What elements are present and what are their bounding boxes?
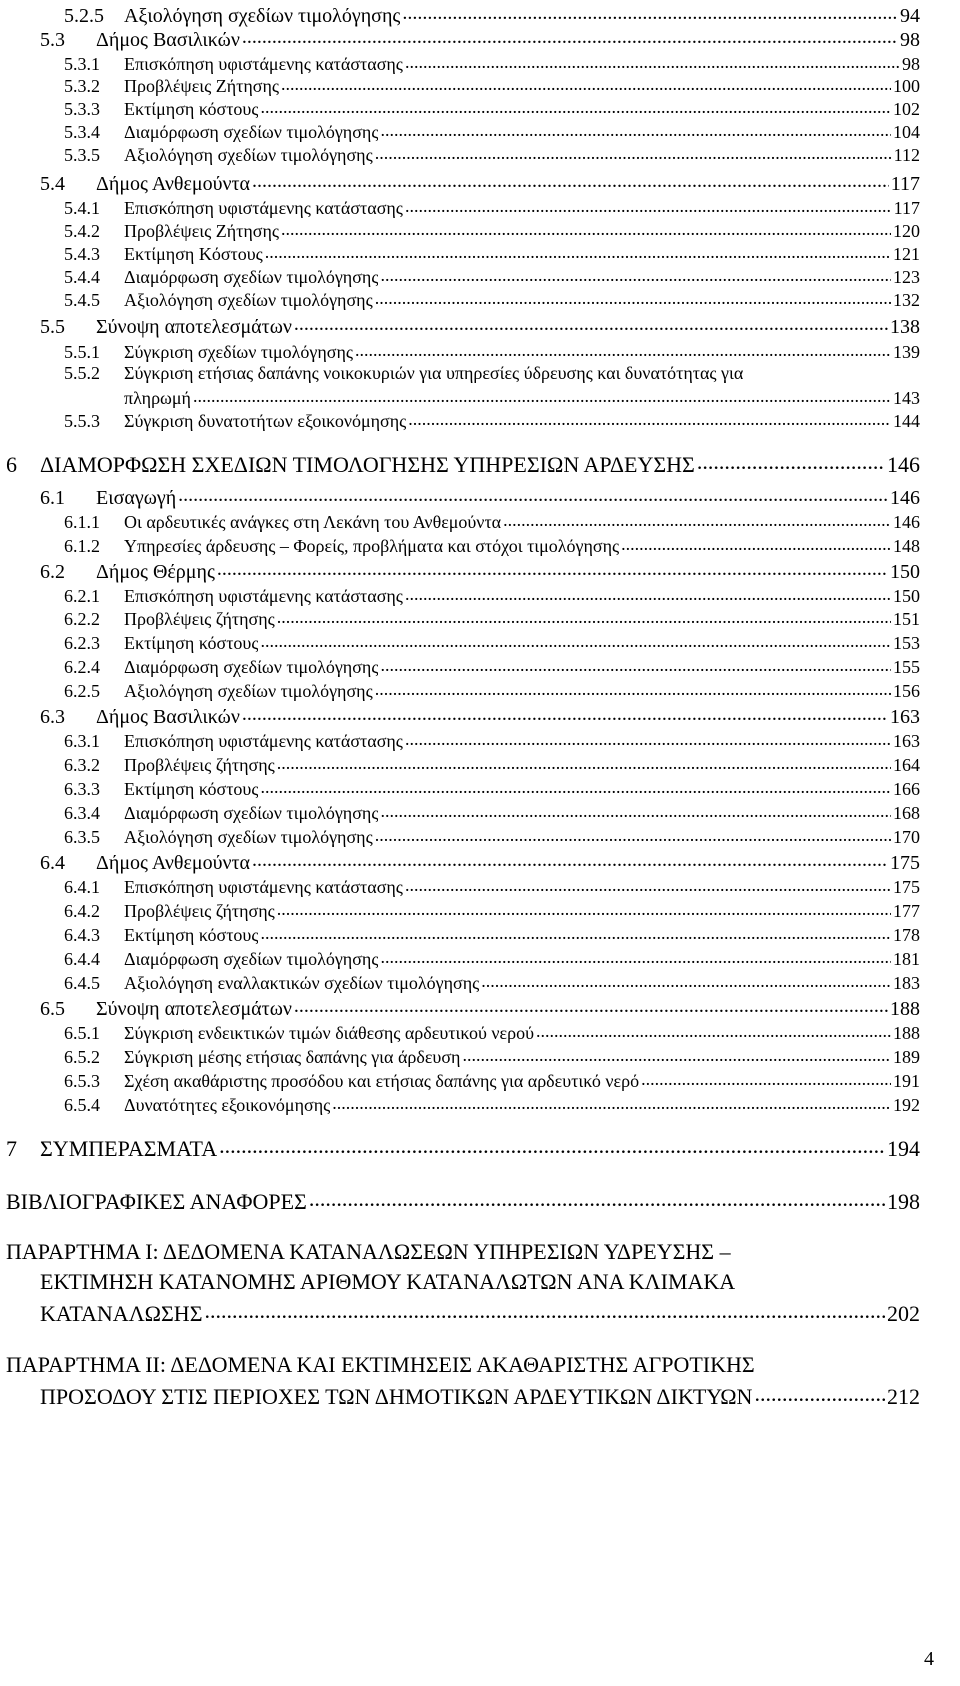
toc-entry-page: 198 [887,1189,920,1214]
toc-entry[interactable] [64,584,920,607]
toc-entry-title: Εισαγωγή [96,487,177,509]
toc-entry-title: Διαμόρφωση σχεδίων τιμολόγησης [124,803,379,823]
toc-entry-number: 5.4.2 [64,221,100,241]
toc-entry-number: 6.3.4 [64,803,100,823]
toc-entry[interactable] [64,2,920,28]
dot-leader [380,947,891,965]
toc-entry-title: Δήμος Θέρμης [96,561,215,583]
toc-entry-title: ΠΑΡΑΡΤΗΜΑ ΙΙ: ΔΕΔΟΜΕΝΑ ΚΑΙ ΕΚΤΙΜΗΣΕΙΣ ΑΚΑΘΑΡΙΣΤΗΣ ΑΓΡΟΤΙΚΗΣ [6,1352,755,1377]
dot-leader [481,971,891,989]
toc-entry-title: Προβλέψεις ζήτησης [124,755,275,775]
dot-leader [405,584,891,602]
dot-leader [380,655,891,673]
dot-leader [193,386,891,404]
toc-entry-page: 155 [893,657,920,677]
toc-entry-title: Σύγκριση σχεδίων τιμολόγησης [124,342,353,362]
dot-leader [536,1021,891,1039]
toc-entry-first-line[interactable] [64,363,743,384]
dot-leader [375,825,891,843]
dot-leader [332,1093,891,1111]
toc-entry-title: Σύνοψη αποτελεσμάτων [96,316,292,338]
toc-entry-page: 166 [893,779,920,799]
toc-entry[interactable] [40,849,920,875]
toc-entry-title: Επισκόπηση υφιστάμενης κατάστασης [124,877,403,897]
toc-entry[interactable] [64,825,920,848]
toc-entry-number: 5.3.2 [64,76,100,96]
toc-entry[interactable] [64,219,920,242]
dot-leader [260,631,891,649]
toc-entry-title: Επισκόπηση υφιστάμενης κατάστασης [124,54,403,74]
toc-entry[interactable] [64,534,920,557]
dot-leader [375,288,891,306]
dot-leader [754,1382,885,1404]
toc-entry-page: 177 [893,901,920,921]
toc-entry-number: 5.3.5 [64,145,100,165]
dot-leader [641,1069,891,1087]
toc-entry-page: 112 [893,145,920,165]
toc-entry[interactable] [64,729,920,752]
toc-entry-number: 5.4.3 [64,244,100,264]
toc-entry[interactable] [40,1299,920,1327]
toc-entry-page: 94 [900,5,920,27]
dot-leader [621,534,891,552]
toc-entry-number: 6.1.2 [64,536,100,556]
toc-entry-number: 7 [6,1136,17,1161]
dot-leader [265,242,891,260]
toc-entry-page: 139 [893,342,920,362]
toc-entry-page: 181 [893,949,920,969]
toc-entry-page: 120 [893,221,920,241]
dot-leader [277,899,891,917]
toc-entry-number: 6.1.1 [64,512,100,532]
toc-entry[interactable] [64,607,920,630]
toc-entry[interactable] [40,1382,920,1410]
toc-entry-page: 164 [893,755,920,775]
toc-entry-title: Σύγκριση μέσης ετήσιας δαπάνης για άρδευση [124,1047,461,1067]
toc-entry-number: 6.3.5 [64,827,100,847]
toc-entry-page: 117 [890,173,920,195]
toc-entry-number: 5.2.5 [64,5,104,27]
toc-entry-page: 156 [893,681,920,701]
dot-leader [217,558,888,578]
toc-entry-page: 148 [893,536,920,556]
dot-leader [281,219,891,237]
dot-leader [503,510,891,528]
toc-entry[interactable] [124,386,920,409]
toc-entry[interactable] [64,971,920,994]
toc-entry-title: Επισκόπηση υφιστάμενης κατάστασης [124,198,403,218]
toc-entry[interactable] [64,875,920,898]
toc-entry[interactable] [64,679,920,702]
toc-entry-title-continued: ΠΡΟΣΟΔΟΥ ΣΤΙΣ ΠΕΡΙΟΧΕΣ ΤΩΝ ΔΗΜΟΤΙΚΩΝ ΑΡΔΕΥΤΙΚΩΝ ΔΙΚΤΥΩΝ [40,1384,753,1409]
toc-entry-number: 6.2.4 [64,657,100,677]
dot-leader [252,170,889,190]
toc-entry-page: 188 [890,998,920,1020]
toc-entry-page: 146 [893,512,920,532]
toc-entry-page: 192 [893,1095,920,1115]
toc-entry-number: 6.5 [40,998,65,1020]
toc-entry-page: 123 [893,267,920,287]
toc-entry-title: Διαμόρφωση σχεδίων τιμολόγησης [124,657,379,677]
toc-entry-page: 150 [893,586,920,606]
dot-leader [277,607,891,625]
toc-entry-title: Διαμόρφωση σχεδίων τιμολόγησης [124,267,379,287]
toc-entry[interactable] [64,923,920,946]
toc-entry-number: 5.3 [40,29,65,51]
toc-entry-number: 5.4.5 [64,290,100,310]
toc-entry-number: 5.3.4 [64,122,100,142]
toc-entry-page: 175 [893,877,920,897]
toc-entry-number: 6.4 [40,852,65,874]
dot-leader [309,1187,885,1209]
toc-entry-number: 6.1 [40,487,65,509]
toc-entry-title: Δυνατότητες εξοικονόμησης [124,1095,331,1115]
toc-entry-number: 5.5.1 [64,342,100,362]
toc-entry[interactable] [64,1021,920,1044]
toc-entry-page: 138 [890,316,920,338]
toc-entry-page: 144 [893,411,920,431]
toc-entry-title-continued: ΚΑΤΑΝΑΛΩΣΗΣ [40,1301,203,1326]
dot-leader [405,875,891,893]
dot-leader [697,450,885,472]
toc-entry-number: 6.5.1 [64,1023,100,1043]
toc-entry[interactable] [64,947,920,970]
toc-entry-title: Δήμος Βασιλικών [96,29,240,51]
toc-entry-title: Σύγκριση ετήσιας δαπάνης νοικοκυριών για υπηρεσίες ύδρευσης και δυνατότητας για [124,363,744,383]
toc-entry[interactable] [40,703,920,729]
toc-entry-title: Σύγκριση δυνατοτήτων εξοικονόμησης [124,411,407,431]
toc-entry-number: 6.4.1 [64,877,100,897]
toc-entry-title: Επισκόπηση υφιστάμενης κατάστασης [124,586,403,606]
toc-entry[interactable] [64,265,920,288]
toc-entry-title: Οι αρδευτικές ανάγκες στη Λεκάνη του Ανθεμούντα [124,512,502,532]
dot-leader [252,849,888,869]
toc-entry-title: Προβλέψεις ζήτησης [124,609,275,629]
toc-entry-title: Αξιολόγηση σχεδίων τιμολόγησης [124,827,373,847]
toc-entry[interactable] [64,340,920,363]
toc-entry-page: 151 [893,609,920,629]
toc-entry-title: ΠΑΡΑΡΤΗΜΑ Ι: ΔΕΔΟΜΕΝΑ ΚΑΤΑΝΑΛΩΣΕΩΝ ΥΠΗΡΕΣΙΩΝ ΥΔΡΕΥΣΗΣ – [6,1239,731,1264]
toc-entry[interactable] [64,655,920,678]
dot-leader [178,484,888,504]
toc-entry-number: 6 [6,452,17,477]
toc-entry-number: 5.5.2 [64,363,100,383]
dot-leader [281,74,891,92]
toc-entry-number: 6.2.3 [64,633,100,653]
toc-entry-title: Υπηρεσίες άρδευσης – Φορείς, προβλήματα και στόχοι τιμολόγησης [124,536,620,556]
toc-entry-page: 153 [893,633,920,653]
toc-entry-page: 191 [893,1071,920,1091]
dot-leader [462,1045,891,1063]
toc-entry-title: Σύγκριση ενδεικτικών τιμών διάθεσης αρδευτικού νερού [124,1023,534,1043]
toc-entry-number: 6.3.1 [64,731,100,751]
dot-leader [405,729,891,747]
toc-entry-number: 6.2.2 [64,609,100,629]
toc-entry-number: 5.5.3 [64,411,100,431]
toc-entry-title: Εκτίμηση κόστους [124,925,259,945]
toc-entry-number: 6.2.5 [64,681,100,701]
toc-entry-page: 178 [893,925,920,945]
toc-entry[interactable] [64,801,920,824]
toc-entry-page: 202 [887,1301,920,1326]
dot-leader [205,1299,886,1321]
toc-entry-number: 5.3.1 [64,54,100,74]
toc-entry[interactable] [64,777,920,800]
toc-entry-title: Αξιολόγηση σχεδίων τιμολόγησης [124,681,373,701]
toc-entry-page: 132 [893,290,920,310]
dot-leader [408,409,891,427]
toc-entry-title: ΒΙΒΛΙΟΓΡΑΦΙΚΕΣ ΑΝΑΦΟΡΕΣ [6,1189,307,1214]
toc-entry-title: Δήμος Ανθεμούντα [96,173,251,195]
toc-entry-number: 6.4.4 [64,949,100,969]
toc-entry-title: Επισκόπηση υφιστάμενης κατάστασης [124,731,403,751]
toc-entry[interactable] [64,97,920,120]
toc-entry-title: Αξιολόγηση σχεδίων τιμολόγησης [124,290,373,310]
toc-entry-title: Δήμος Βασιλικών [96,706,240,728]
toc-entry[interactable] [64,120,920,143]
toc-entry-page: 150 [890,561,920,583]
toc-entry-number: 6.3.2 [64,755,100,775]
toc-entry-page: 146 [887,452,920,477]
dot-leader [260,97,891,115]
toc-entry[interactable] [64,52,920,75]
dot-leader [405,196,892,214]
toc-entry-title: Δήμος Ανθεμούντα [96,852,251,874]
toc-entry-title: Προβλέψεις Ζήτησης [124,76,280,96]
toc-entry-number: 6.5.4 [64,1095,100,1115]
toc-entry-number: 6.2.1 [64,586,100,606]
toc-entry-page: 102 [893,99,920,119]
toc-entry-title: Εκτίμηση κόστους [124,633,259,653]
toc-entry[interactable] [64,753,920,776]
toc-entry-first-line[interactable] [6,1352,755,1378]
toc-entry[interactable] [64,196,920,219]
toc-entry-title: Σύνοψη αποτελεσμάτων [96,998,292,1020]
toc-entry[interactable] [40,170,920,196]
toc-entry[interactable] [64,288,920,311]
toc-entry-title: Εκτίμηση κόστους [124,99,259,119]
toc-entry[interactable] [64,1069,920,1092]
dot-leader [294,313,888,333]
toc-entry-page: 194 [887,1136,920,1161]
toc-entry-number: 6.4.5 [64,973,100,993]
dot-leader [294,995,888,1015]
toc-entry-title: Διαμόρφωση σχεδίων τιμολόγησης [124,949,379,969]
toc-entry-page: 163 [893,731,920,751]
toc-entry-number: 5.4.1 [64,198,100,218]
dot-leader [375,679,891,697]
toc-entry-number: 6.3.3 [64,779,100,799]
toc-entry[interactable] [6,1134,920,1162]
toc-entry-title: Προβλέψεις Ζήτησης [124,221,280,241]
toc-entry-title: Εκτίμηση Κόστους [124,244,263,264]
toc-entry-title: Εκτίμηση κόστους [124,779,259,799]
toc-entry-title: Προβλέψεις ζήτησης [124,901,275,921]
toc-entry-page: 117 [893,198,920,218]
toc-entry-number: 5.3.3 [64,99,100,119]
toc-entry-number: 6.5.2 [64,1047,100,1067]
toc-entry[interactable] [40,313,920,339]
toc-entry-number: 6.5.3 [64,1071,100,1091]
toc-entry[interactable] [64,631,920,654]
toc-entry[interactable] [64,510,920,533]
toc-entry-number: 6.3 [40,706,65,728]
toc-entry[interactable] [64,409,920,432]
toc-entry-page: 163 [890,706,920,728]
toc-entry-title: Αξιολόγηση σχεδίων τιμολόγησης [124,5,401,27]
toc-entry-page: 98 [900,29,920,51]
dot-leader [219,1134,885,1156]
toc-entry[interactable] [40,26,920,52]
dot-leader [405,52,900,70]
toc-entry-title: Σχέση ακαθάριστης προσόδου και ετήσιας δαπάνης για αρδευτικό νερό [124,1071,640,1091]
toc-entry[interactable] [64,1093,920,1116]
dot-leader [402,2,898,22]
toc-entry-title: Διαμόρφωση σχεδίων τιμολόγησης [124,122,379,142]
dot-leader [380,265,891,283]
toc-entry-title: ΔΙΑΜΟΡΦΩΣΗ ΣΧΕΔΙΩΝ ΤΙΜΟΛΟΓΗΣΗΣ ΥΠΗΡΕΣΙΩΝ ΑΡΔΕΥΣΗΣ [40,452,695,477]
toc-entry[interactable] [64,74,920,97]
toc-entry-title-continued: ΕΚΤΙΜΗΣΗ ΚΑΤΑΝΟΜΗΣ ΑΡΙΘΜΟΥ ΚΑΤΑΝΑΛΩΤΩΝ ΑΝΑ ΚΛΙΜΑΚΑ [40,1269,736,1294]
toc-entry-page: 212 [887,1384,920,1409]
dot-leader [355,340,891,358]
toc-entry-number: 5.4.4 [64,267,100,287]
toc-entry[interactable] [6,1187,920,1215]
toc-entry-page: 189 [893,1047,920,1067]
toc-entry-page: 183 [893,973,920,993]
dot-leader [375,143,892,161]
toc-entry-page: 175 [890,852,920,874]
dot-leader [380,801,891,819]
toc-entry-page: 100 [893,76,920,96]
toc-entry-title: Αξιολόγηση εναλλακτικών σχεδίων τιμολόγησης [124,973,480,993]
toc-entry[interactable] [6,450,920,478]
toc-entry-page: 168 [893,803,920,823]
toc-entry-page: 104 [893,122,920,142]
toc-entry-page: 121 [893,244,920,264]
toc-entry-page: 170 [893,827,920,847]
toc-entry[interactable] [64,1045,920,1068]
toc-entry-page: 98 [902,54,920,74]
toc-entry[interactable] [64,143,920,166]
toc-entry-title: Αξιολόγηση σχεδίων τιμολόγησης [124,145,373,165]
toc-entry-page: 146 [890,487,920,509]
toc-entry-page: 143 [893,388,920,408]
dot-leader [260,923,891,941]
toc-entry-title: ΣΥΜΠΕΡΑΣΜΑΤΑ [40,1136,218,1161]
toc-entry-number: 5.4 [40,173,65,195]
dot-leader [242,703,888,723]
toc-entry-continued-line [40,1269,735,1295]
dot-leader [380,120,891,138]
toc-entry[interactable] [40,995,920,1021]
page-number: 4 [924,1648,934,1670]
toc-entry[interactable] [40,484,920,510]
toc-entry-title-continued: πληρωμή [124,388,191,408]
toc-entry-page: 188 [893,1023,920,1043]
toc-entry-number: 6.2 [40,561,65,583]
toc-entry[interactable] [40,558,920,584]
dot-leader [242,26,898,46]
toc-entry-number: 6.4.2 [64,901,100,921]
dot-leader [260,777,891,795]
toc-entry-first-line[interactable] [6,1239,731,1265]
toc-entry-number: 6.4.3 [64,925,100,945]
dot-leader [277,753,891,771]
toc-entry-number: 5.5 [40,316,65,338]
toc-entry[interactable] [64,899,920,922]
toc-entry[interactable] [64,242,920,265]
